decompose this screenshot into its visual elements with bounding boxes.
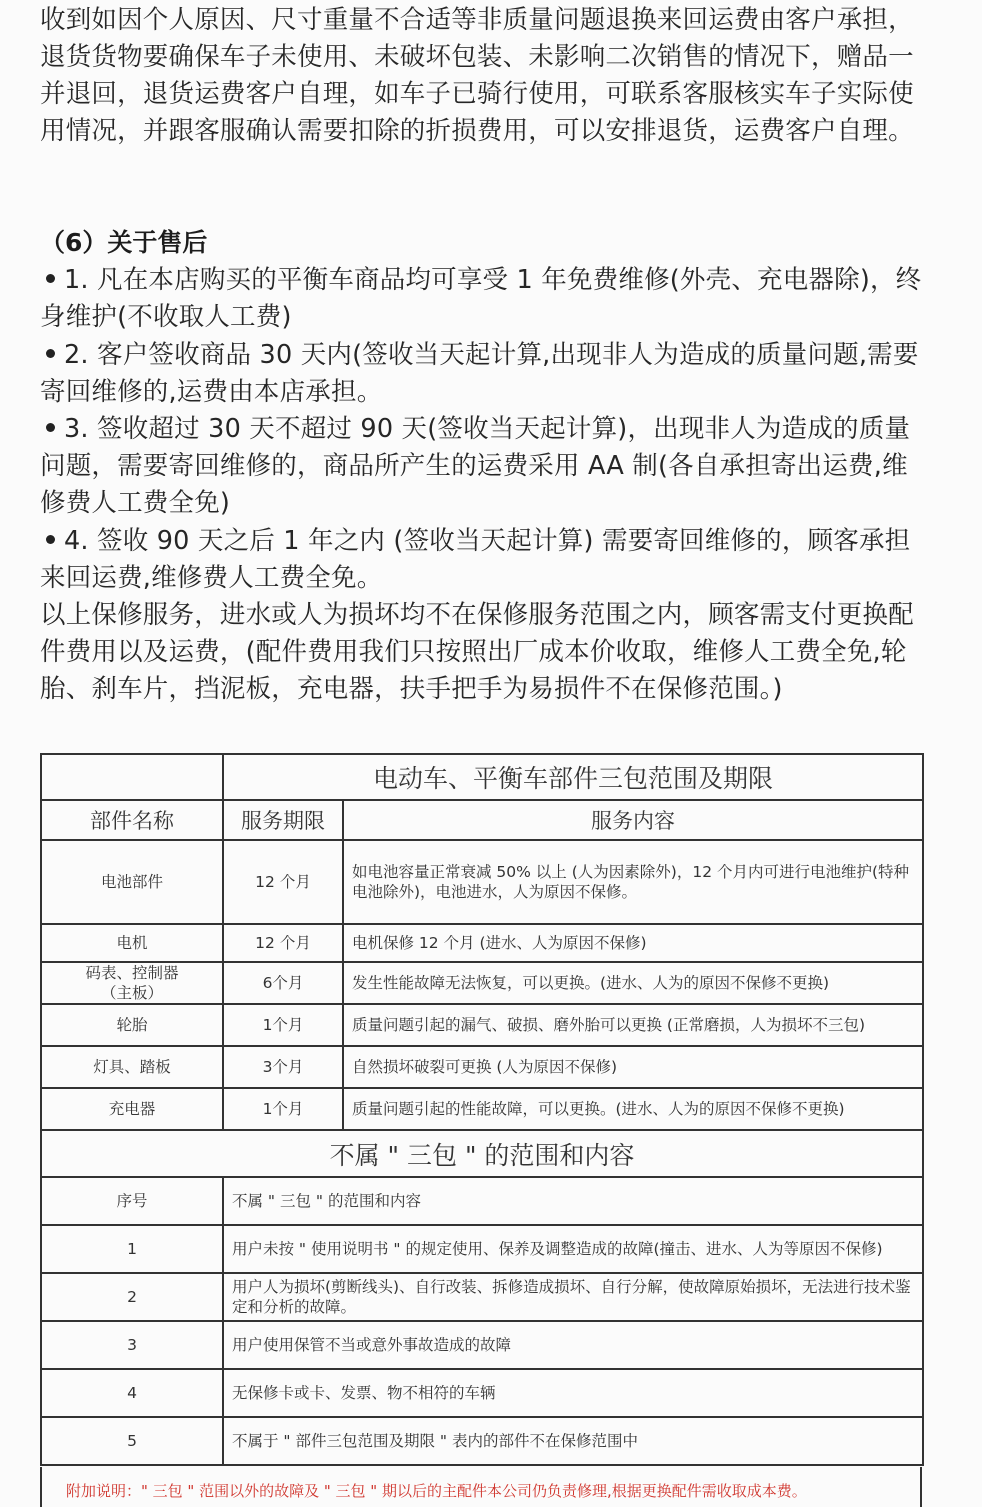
exclusion-title-row [41, 1130, 923, 1177]
period-cell: 12 个月 [223, 840, 343, 924]
part-name-cell: 轮胎 [41, 1004, 223, 1046]
after-sales-item-3-text: 3. 签收超过 30 天不超过 90 天(签收当天起计算)，出现非人为造成的质量问题，需要寄回维修的，商品所产生的运费采用 AA 制(各自承担寄出运费,维修费人工费全免) [40, 414, 911, 518]
exclusion-text-cell: 不属于 " 部件三包范围及期限 " 表内的部件不在保修范围中 [223, 1417, 923, 1465]
period-cell: 1个月 [223, 1088, 343, 1130]
exclusion-header-number: 序号 [41, 1177, 223, 1225]
column-header-content: 服务内容 [343, 800, 923, 840]
exclusion-row [41, 1273, 923, 1321]
warranty-table [40, 753, 924, 1466]
table-corner-cell [41, 754, 223, 800]
after-sales-item-1-text: 1. 凡在本店购买的平衡车商品均可享受 1 年免费维修(外壳、充电器除)，终身维护(不收取人工费) [40, 265, 922, 332]
after-sales-item-1 [40, 262, 930, 336]
period-cell: 12 个月 [223, 924, 343, 962]
table-header-row [41, 800, 923, 840]
column-header-part: 部件名称 [41, 800, 223, 840]
bullet-icon [46, 274, 55, 283]
bullet-icon [46, 423, 55, 432]
column-header-period: 服务期限 [223, 800, 343, 840]
exclusion-row [41, 1417, 923, 1465]
exclusion-number-cell: 5 [41, 1417, 223, 1465]
content-cell: 自然损坏破裂可更换 (人为原因不保修) [343, 1046, 923, 1088]
exclusion-text-cell: 用户人为损坏(剪断线头)、自行改装、拆修造成损坏、自行分解，使故障原始损坏，无法进行技术鉴定和分析的故障。 [223, 1273, 923, 1321]
exclusion-header-content: 不属 " 三包 " 的范围和内容 [223, 1177, 923, 1225]
after-sales-heading: （6）关于售后 [40, 228, 208, 257]
exclusion-row [41, 1321, 923, 1369]
exclusion-title: 不属 " 三包 " 的范围和内容 [41, 1130, 923, 1177]
exclusion-header-row [41, 1177, 923, 1225]
content-cell: 质量问题引起的性能故障，可以更换。(进水、人为的原因不保修不更换) [343, 1088, 923, 1130]
after-sales-item-2-text: 2. 客户签收商品 30 天内(签收当天起计算,出现非人为造成的质量问题,需要寄回维修的,运费由本店承担。 [40, 340, 919, 407]
bullet-icon [46, 535, 55, 544]
exclusion-text-cell: 无保修卡或卡、发票、物不相符的车辆 [223, 1369, 923, 1417]
period-cell: 3个月 [223, 1046, 343, 1088]
after-sales-item-4 [40, 523, 930, 597]
exclusion-row [41, 1369, 923, 1417]
table-row [41, 962, 923, 1004]
after-sales-item-4-text: 4. 签收 90 天之后 1 年之内 (签收当天起计算) 需要寄回维修的，顾客承担来回运费,维修费人工费全免。 [40, 526, 911, 593]
part-name-cell: 电机 [41, 924, 223, 962]
warranty-exclusion-note: 以上保修服务，进水或人为损坏均不在保修服务范围之内，顾客需支付更换配件费用以及运费，(配件费用我们只按照出厂成本价收取，维修人工费全免,轮胎、刹车片，挡泥板，充电器，扶手把手为易损件不在保修范围。) [40, 600, 914, 704]
table-row [41, 840, 923, 924]
exclusion-text-cell: 用户使用保管不当或意外事故造成的故障 [223, 1321, 923, 1369]
table-row [41, 924, 923, 962]
exclusion-number-cell: 3 [41, 1321, 223, 1369]
table-row [41, 1004, 923, 1046]
period-cell: 6个月 [223, 962, 343, 1004]
period-cell: 1个月 [223, 1004, 343, 1046]
content-cell: 电机保修 12 个月 (进水、人为原因不保修) [343, 924, 923, 962]
exclusion-number-cell: 4 [41, 1369, 223, 1417]
part-name-cell: 码表、控制器（主板） [41, 962, 223, 1004]
after-sales-item-2 [40, 337, 930, 411]
content-cell: 如电池容量正常衰减 50% 以上 (人为因素除外)，12 个月内可进行电池维护(特种电池除外)，电池进水，人为原因不保修。 [343, 840, 923, 924]
table-row [41, 1046, 923, 1088]
exclusion-number-cell: 2 [41, 1273, 223, 1321]
bullet-icon [46, 349, 55, 358]
exclusion-text-cell: 用户未按 " 使用说明书 " 的规定使用、保养及调整造成的故障(撞击、进水、人为等原因不保修) [223, 1225, 923, 1273]
after-sales-item-3 [40, 411, 930, 522]
part-name-cell: 灯具、踏板 [41, 1046, 223, 1088]
exclusion-row [41, 1225, 923, 1273]
part-name-cell: 电池部件 [41, 840, 223, 924]
content-cell: 质量问题引起的漏气、破损、磨外胎可以更换 (正常磨损，人为损坏不三包) [343, 1004, 923, 1046]
table-title-row [41, 754, 923, 800]
exclusion-number-cell: 1 [41, 1225, 223, 1273]
part-name-cell: 充电器 [41, 1088, 223, 1130]
content-cell: 发生性能故障无法恢复，可以更换。(进水、人为的原因不保修不更换) [343, 962, 923, 1004]
table-row [41, 1088, 923, 1130]
additional-note: 附加说明：" 三包 " 范围以外的故障及 " 三包 " 期以后的主配件本公司仍负责修理,根据更换配件需收取成本费。 [40, 1467, 922, 1507]
table-title: 电动车、平衡车部件三包范围及期限 [223, 754, 923, 800]
return-policy-paragraph: 收到如因个人原因、尺寸重量不合适等非质量问题退换来回运费由客户承担，退货货物要确保车子未使用、未破坏包装、未影响二次销售的情况下，赠品一并退回，退货运费客户自理，如车子已骑行使用，可联系客服核实车子实际使用情况，并跟客服确认需要扣除的折损费用，可以安排退货，运费客户自理。 [40, 5, 914, 146]
